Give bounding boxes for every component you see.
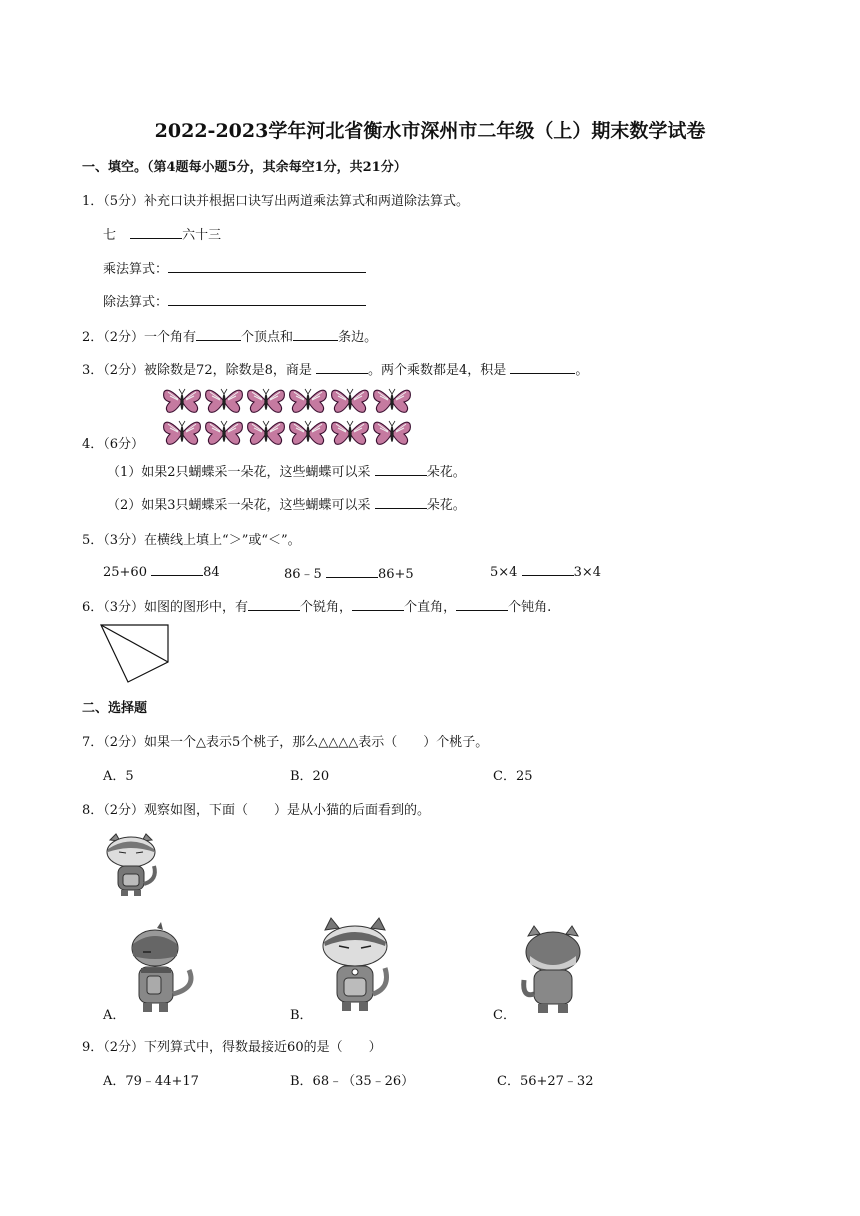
option-7c[interactable]: C．25: [493, 769, 533, 784]
butterfly-icon: [164, 389, 201, 412]
comparison-2: [284, 563, 414, 582]
butterfly-icon: [290, 421, 327, 444]
butterfly-icon: [206, 421, 243, 444]
question-3-text-b: 。两个乘数都是4，积是: [368, 363, 507, 378]
comparison-2-blank[interactable]: [326, 565, 378, 578]
koujue-suffix: 六十三: [182, 228, 222, 243]
question-4-sub1-text: （1）如果2只蝴蝶采一朵花，这些蝴蝶可以采: [107, 465, 371, 480]
section-heading-choice: 二、选择题: [82, 701, 148, 716]
product-blank[interactable]: [510, 361, 575, 374]
question-8-stem: 8．（2分）观察如图，下面（ ）是从小猫的后面看到的。: [82, 803, 431, 818]
question-3-text-c: 。: [575, 363, 589, 378]
flower-count-blank-2[interactable]: [375, 496, 427, 509]
comparison-1-blank[interactable]: [151, 563, 203, 576]
question-4-sub1-unit: 朵花。: [426, 465, 466, 480]
acute-angle-blank[interactable]: [248, 598, 300, 611]
option-9b[interactable]: B．68﹣（35﹣26）: [290, 1074, 415, 1089]
question-2: [82, 326, 377, 345]
butterfly-icon: [374, 421, 411, 444]
obtuse-angle-blank[interactable]: [456, 598, 508, 611]
comparison-2-left: 86﹣5: [284, 567, 322, 582]
page-title: 2022-2023学年河北省衡水市深州市二年级（上）期末数学试卷: [154, 120, 706, 142]
right-angle-blank[interactable]: [352, 598, 404, 611]
comparison-2-right: 86+5: [377, 567, 414, 582]
comparison-3: [490, 563, 601, 580]
question-5-stem: 5．（3分）在横线上填上“＞”或“＜”。: [82, 533, 301, 548]
butterfly-icon: [332, 389, 369, 412]
question-2-text-b: 个顶点和: [241, 330, 294, 345]
question-4-stem: 4．（6分）: [82, 437, 145, 452]
koujue-prefix: 七: [103, 228, 117, 243]
vertex-count-blank[interactable]: [196, 328, 241, 341]
question-4-sub1: [107, 461, 466, 480]
question-6: [82, 596, 551, 615]
comparison-3-left: 5×4: [490, 565, 518, 580]
question-1-div-line: [103, 291, 366, 310]
butterfly-icon: [248, 421, 285, 444]
question-2-text-a: 2．（2分）一个角有: [82, 330, 197, 345]
question-6-text-d: 个钝角.: [508, 600, 552, 615]
question-6-text-a: 6．（3分）如图的图形中，有: [82, 600, 249, 615]
flower-count-blank-1[interactable]: [375, 463, 427, 476]
question-1-mult-line: [103, 258, 366, 277]
butterfly-icon: [332, 421, 369, 444]
question-7-stem: 7．（2分）如果一个△表示5个桃子，那么△△△△表示（ ）个桃子。: [82, 735, 489, 750]
comparison-3-blank[interactable]: [522, 563, 574, 576]
div-label: 除法算式：: [103, 295, 169, 310]
cat-side-view-image[interactable]: [125, 922, 205, 1017]
option-8b[interactable]: B．: [290, 1008, 313, 1023]
option-8c[interactable]: C．: [493, 1008, 516, 1023]
cat-back-view-image[interactable]: [520, 924, 590, 1019]
question-4-sub2-unit: 朵花。: [426, 498, 466, 513]
option-7a[interactable]: A．5: [103, 769, 134, 784]
option-9a[interactable]: A．79﹣44+17: [103, 1074, 199, 1089]
question-9-stem: 9．（2分）下列算式中，得数最接近60的是（ ）: [82, 1040, 382, 1055]
question-6-text-c: 个直角，: [404, 600, 457, 615]
mult-answer-blank[interactable]: [168, 260, 366, 273]
question-3-text-a: 3．（2分）被除数是72，除数是8，商是: [82, 363, 312, 378]
butterfly-icon: [248, 389, 285, 412]
option-8a[interactable]: A．: [103, 1008, 126, 1023]
butterfly-icon: [164, 421, 201, 444]
div-answer-blank[interactable]: [168, 293, 366, 306]
cat-front-reference-image: [100, 832, 162, 902]
section-heading-fill-in: 一、填空。（第4题每小题5分，其余每空1分，共21分）: [82, 160, 407, 175]
koujue-blank[interactable]: [130, 226, 182, 239]
question-4-sub2-text: （2）如果3只蝴蝶采一朵花，这些蝴蝶可以采: [107, 498, 371, 513]
option-7b[interactable]: B．20: [290, 769, 330, 784]
option-9c[interactable]: C．56+27﹣32: [497, 1074, 594, 1089]
question-6-text-b: 个锐角，: [300, 600, 353, 615]
comparison-1-right: 84: [203, 565, 220, 580]
question-1-koujue: [103, 224, 221, 243]
butterfly-icon: [290, 389, 327, 412]
butterfly-icon: [374, 389, 411, 412]
butterfly-icon: [206, 389, 243, 412]
question-2-text-c: 条边。: [338, 330, 378, 345]
quotient-blank[interactable]: [316, 361, 368, 374]
edge-count-blank[interactable]: [293, 328, 338, 341]
question-4-sub2: [107, 494, 466, 513]
comparison-3-right: 3×4: [573, 565, 602, 580]
cat-front-view-image[interactable]: [315, 916, 395, 1016]
question-3: [82, 359, 588, 378]
comparison-1-left: 25+60: [103, 565, 147, 580]
question-1-stem: 1．（5分）补充口诀并根据口诀写出两道乘法算式和两道除法算式。: [82, 194, 470, 209]
mult-label: 乘法算式：: [103, 262, 169, 277]
comparison-1: [103, 563, 220, 580]
quadrilateral-figure: [96, 622, 176, 686]
butterfly-grid-image: [162, 386, 422, 448]
